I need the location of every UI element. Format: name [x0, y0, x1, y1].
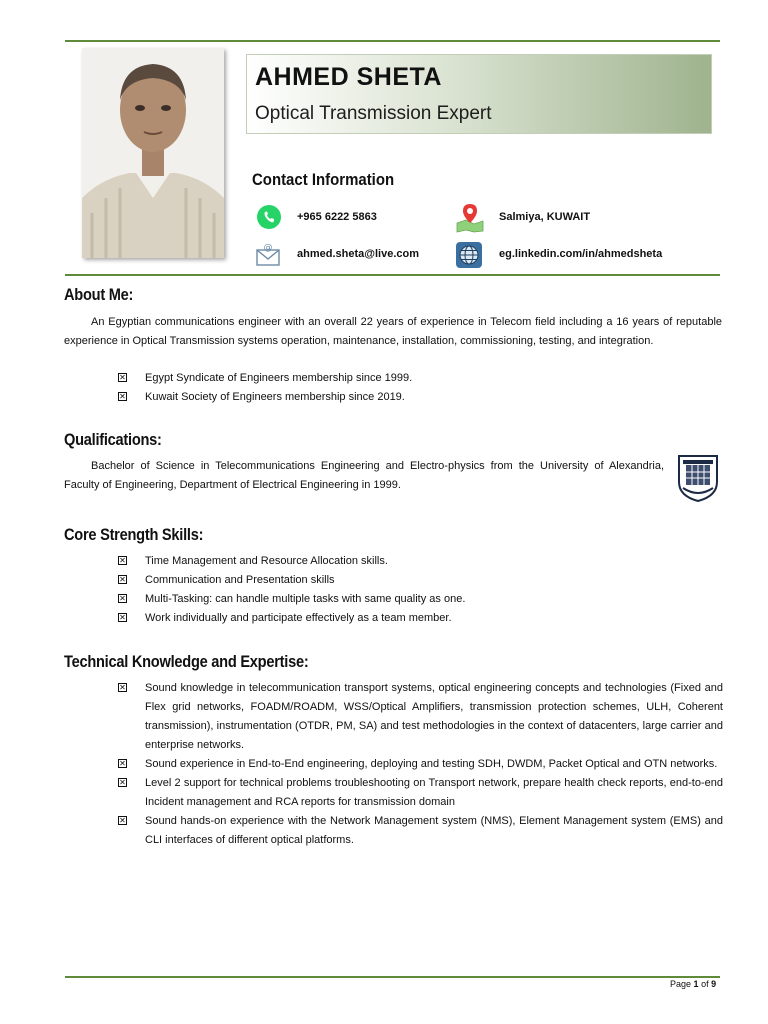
list-item: [118, 609, 723, 628]
page-label: Page: [670, 979, 692, 989]
globe-icon[interactable]: [455, 241, 483, 269]
list-item: [118, 774, 723, 812]
page-total: 9: [711, 979, 717, 989]
university-logo: [675, 452, 721, 502]
checkbox-icon: ✕: [119, 613, 126, 622]
name-banner: [246, 54, 712, 134]
about-heading: About Me:: [64, 285, 134, 304]
list-item-text: Sound experience in End-to-End engineering, deploying and testing SDH, DWDM, Packet Optical and OTN networks.: [145, 758, 718, 770]
technical-list: [118, 679, 723, 850]
list-item-text: Level 2 support for technical problems troubleshooting on Transport network, prepare health check reports, end-to-end Incident management and RCA reports for transmission domain: [145, 777, 723, 808]
location-text: Salmiya, KUWAIT: [499, 211, 591, 223]
page-current: 1: [693, 979, 699, 989]
list-item-text: Kuwait Society of Engineers membership since 2019.: [145, 391, 405, 403]
list-item: [118, 590, 723, 609]
list-item: [118, 755, 723, 774]
whatsapp-icon[interactable]: [255, 203, 283, 231]
about-paragraph: An Egyptian communications engineer with an overall 22 years of experience in Telecom field including a 16 years of reputable experience in Optical Transmission systems operation, maintenance, installation, commissioning, testing, and integration.: [64, 316, 722, 347]
checkbox-icon: ✕: [119, 556, 126, 565]
core-skills-list: [118, 552, 723, 628]
list-item: [118, 679, 723, 755]
about-text: [64, 313, 722, 351]
qualifications-heading: Qualifications:: [64, 430, 162, 449]
checkbox-icon: ✕: [119, 683, 126, 692]
list-item-text: Egypt Syndicate of Engineers membership since 1999.: [145, 372, 413, 384]
list-item: [118, 571, 723, 590]
linkedin-url[interactable]: eg.linkedin.com/in/ahmedsheta: [499, 248, 663, 260]
checkbox-icon: ✕: [119, 392, 126, 401]
contact-heading: Contact Information: [252, 170, 395, 189]
top-rule: [65, 40, 720, 42]
phone-number: +965 6222 5863: [297, 211, 377, 223]
checkbox-icon: ✕: [119, 778, 126, 787]
svg-text:@: @: [263, 243, 273, 253]
page-of: of: [701, 979, 709, 989]
person-name: AHMED SHETA: [255, 63, 442, 91]
qualifications-paragraph: Bachelor of Science in Telecommunications Engineering and Electro-physics from the University of Alexandria, Faculty of Engineering, Department of Electrical Engineering in 1999.: [64, 460, 664, 491]
email-icon[interactable]: [254, 241, 282, 269]
list-item-text: Work individually and participate effectively as a team member.: [145, 612, 452, 624]
profile-photo: [82, 48, 224, 258]
checkbox-icon: ✕: [119, 759, 126, 768]
technical-heading: Technical Knowledge and Expertise:: [64, 652, 309, 671]
list-item-text: Sound knowledge in telecommunication transport systems, optical engineering concepts and technologies (Fixed and Flex grid networks, FOADM/ROADM, WSS/Optical Amplifiers, transmission protection schemes, ULH, Coherent transmission), instrumentation (OTDR, PM, SA) and test methodologies in the context of datacenters, large carrier and enterprise networks.: [145, 682, 723, 751]
list-item-text: Time Management and Resource Allocation skills.: [145, 555, 388, 567]
header-bottom-rule: [65, 274, 720, 276]
list-item-text: Communication and Presentation skills: [145, 574, 335, 586]
checkbox-icon: ✕: [119, 594, 126, 603]
page-number: [670, 979, 716, 989]
list-item: [118, 369, 723, 388]
list-item: [118, 388, 723, 407]
list-item-text: Sound hands-on experience with the Network Management system (NMS), Element Management system (EMS) and CLI interfaces of different optical platforms.: [145, 815, 723, 846]
job-title: Optical Transmission Expert: [255, 103, 492, 124]
footer-rule: [65, 976, 720, 978]
checkbox-icon: ✕: [119, 575, 126, 584]
qualifications-text: [64, 457, 664, 495]
list-item: [118, 552, 723, 571]
location-pin-icon: [454, 201, 486, 233]
email-address[interactable]: ahmed.sheta@live.com: [297, 248, 419, 260]
checkbox-icon: ✕: [119, 373, 126, 382]
list-item: [118, 812, 723, 850]
about-list: [118, 369, 723, 407]
list-item-text: Multi-Tasking: can handle multiple tasks with same quality as one.: [145, 593, 466, 605]
checkbox-icon: ✕: [119, 816, 126, 825]
core-skills-heading: Core Strength Skills:: [64, 525, 204, 544]
